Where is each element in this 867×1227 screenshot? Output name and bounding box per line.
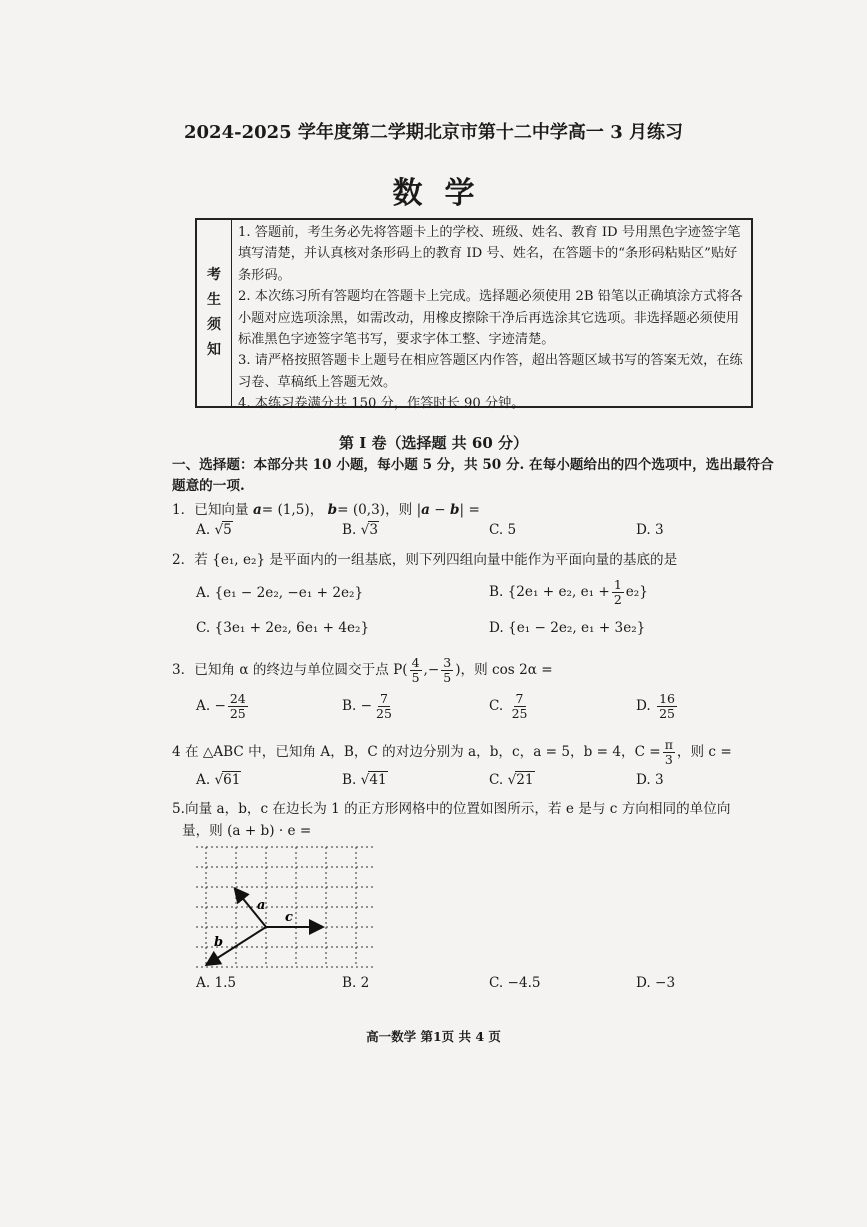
q2-option-b xyxy=(489,578,648,607)
notice-item: 1. 答题前，考生务必先将答题卡上的学校、班级、姓名、教育 ID 号用黑色字迹签字笔填写清楚，并认真核对条形码上的教育 ID 号、姓名，在答题卡的“条形码粘贴区”贴好条形码。 xyxy=(238,225,741,283)
question-5 xyxy=(172,797,730,817)
notice-side-char: 考 xyxy=(207,267,221,283)
denominator: 25 xyxy=(511,706,528,721)
vector-a: a xyxy=(421,502,430,518)
denominator: 2 xyxy=(613,592,622,607)
q1-minus: − xyxy=(429,502,451,518)
q2-option-a: A. {e₁ − 2e₂, −e₁ + 2e₂} xyxy=(196,585,364,601)
q2-option-c: C. {3e₁ + 2e₂, 6e₁ + 4e₂} xyxy=(196,620,370,636)
sqrt: √5 xyxy=(214,522,232,538)
vector-a: a xyxy=(252,502,262,518)
option-label: B. xyxy=(342,772,357,788)
q1-eq-a: = (1,5)， xyxy=(261,502,324,518)
option-label: B. − xyxy=(342,698,373,714)
notice-body xyxy=(232,220,751,412)
q5-option-d: D. −3 xyxy=(636,975,676,991)
fraction xyxy=(612,578,624,607)
vector-b: b xyxy=(450,502,460,518)
option-text: B. {2e₁ + e₂, e₁ + xyxy=(489,584,610,600)
question-5-line2: 量，则 (a + b) · e = xyxy=(182,823,312,839)
option-label: A. − xyxy=(196,698,226,714)
section-title: 第 I 卷（选择题 共 60 分） xyxy=(338,434,528,452)
notice-item: 3. 请严格按照答题卡上题号在相应答题区内作答，超出答题区域书写的答案无效，在练习卷、草稿纸上答题无效。 xyxy=(238,353,743,390)
notice-side-char: 生 xyxy=(207,292,221,308)
question-3 xyxy=(172,656,553,685)
notice-side-label xyxy=(197,220,232,406)
fraction xyxy=(657,692,677,721)
numerator: 7 xyxy=(515,691,524,706)
fraction xyxy=(410,656,422,685)
numerator: 3 xyxy=(443,655,452,670)
q4-option-b xyxy=(342,772,388,788)
q3-option-a xyxy=(196,692,250,721)
fraction xyxy=(510,692,530,721)
notice-box xyxy=(195,218,753,412)
vector-b: b xyxy=(327,502,338,518)
option-label: A. xyxy=(196,522,211,538)
page-footer: 高一数学 第1页 共 4 页 xyxy=(366,1029,501,1044)
q3-text: 已知角 α 的终边与单位圆交于点 P( xyxy=(194,662,408,678)
option-label: B. xyxy=(342,522,357,538)
q3-option-c xyxy=(489,692,531,721)
label-a: a xyxy=(257,898,266,913)
radicand: 41 xyxy=(369,772,387,788)
numerator: π xyxy=(664,737,673,752)
sqrt: √41 xyxy=(360,772,387,788)
fraction xyxy=(374,692,394,721)
numerator: 7 xyxy=(380,691,388,706)
q4-option-a xyxy=(196,772,241,788)
denominator: 25 xyxy=(229,706,246,721)
question-2 xyxy=(172,548,677,568)
q5-option-b: B. 2 xyxy=(342,975,370,991)
sqrt: √3 xyxy=(360,522,378,538)
q1-text: 已知向量 xyxy=(194,502,249,518)
sqrt: √21 xyxy=(507,772,534,788)
radicand: 3 xyxy=(369,522,378,538)
radicand: 21 xyxy=(516,772,534,788)
option-label: D. xyxy=(636,698,651,714)
question-number: 2． xyxy=(172,552,195,568)
fraction xyxy=(228,692,248,721)
numerator: 4 xyxy=(411,655,420,670)
fraction xyxy=(663,738,675,767)
denominator: 25 xyxy=(376,706,392,721)
q5-option-a: A. 1.5 xyxy=(196,975,237,991)
q1-option-b xyxy=(342,522,379,538)
q3-text: )，则 cos 2α = xyxy=(455,662,553,678)
q3-comma: ,− xyxy=(423,662,440,678)
q3-option-b xyxy=(342,692,396,721)
question-1 xyxy=(172,498,480,518)
q1-eq-b: = (0,3)，则 | xyxy=(337,502,422,518)
notice-item: 2. 本次练习所有答题均在答题卡上完成。选择题必须使用 2B 铅笔以正确填涂方式将各小题对应选项涂黑，如需改动，用橡皮擦除干净后再选涂其它选项。非选择题必须使用标准黑色字迹签字笔书写，要求字体工整、字迹清楚。 xyxy=(238,289,743,348)
q4-text: ，则 c = xyxy=(676,744,732,760)
exam-title: 2024-2025 学年度第二学期北京市第十二中学高一 3 月练习 xyxy=(184,122,683,143)
fraction xyxy=(441,656,453,685)
q1-option-d: D. 3 xyxy=(636,522,664,538)
option-label: C. xyxy=(489,772,504,788)
q1-option-c: C. 5 xyxy=(489,522,517,538)
vector-grid-figure xyxy=(196,842,378,972)
label-c: c xyxy=(285,910,293,925)
notice-side-char: 须 xyxy=(207,317,221,333)
q1-tail: | = xyxy=(459,502,480,518)
option-label: A. xyxy=(196,772,211,788)
denominator: 5 xyxy=(443,670,452,685)
notice-item: 4. 本练习卷满分共 150 分，作答时长 90 分钟。 xyxy=(238,396,525,412)
question-number: 4 xyxy=(172,744,181,760)
denominator: 5 xyxy=(411,670,420,685)
label-b: b xyxy=(214,935,224,950)
question-4 xyxy=(172,738,732,767)
option-text: e₂} xyxy=(625,584,648,600)
q5-option-c: C. −4.5 xyxy=(489,975,541,991)
question-number: 5. xyxy=(172,801,185,817)
q2-text: 若 {e₁, e₂} 是平面内的一组基底，则下列四组向量中能作为平面向量的基底的是 xyxy=(194,552,678,568)
radicand: 61 xyxy=(223,772,241,788)
numerator: 16 xyxy=(659,691,675,706)
notice-side-char: 知 xyxy=(207,342,221,358)
q4-text: 在 △ABC 中，已知角 A，B，C 的对边分别为 a，b，c，a = 5，b = 4，C = xyxy=(184,744,661,760)
numerator: 1 xyxy=(613,577,622,592)
radicand: 5 xyxy=(223,522,232,538)
q4-option-d: D. 3 xyxy=(636,772,664,788)
q3-option-d xyxy=(636,692,679,721)
section-intro: 一、选择题：本部分共 10 小题，每小题 5 分，共 50 分. 在每小题给出的四个选项中，选出最符合题意的一项. xyxy=(172,457,774,494)
q5-text: 向量 a，b，c 在边长为 1 的正方形网格中的位置如图所示，若 e 是与 c 方向相同的单位向 xyxy=(184,801,731,817)
q1-option-a xyxy=(196,522,233,538)
denominator: 25 xyxy=(659,706,675,721)
denominator: 3 xyxy=(664,752,673,767)
option-label: C. xyxy=(489,698,504,714)
subject-title: 数学 xyxy=(392,176,497,211)
sqrt: √61 xyxy=(214,772,241,788)
numerator: 24 xyxy=(229,691,246,706)
question-number: 3． xyxy=(172,662,195,678)
q4-option-c xyxy=(489,772,535,788)
q2-option-d: D. {e₁ − 2e₂, e₁ + 3e₂} xyxy=(489,620,646,636)
question-number: 1． xyxy=(172,502,195,518)
